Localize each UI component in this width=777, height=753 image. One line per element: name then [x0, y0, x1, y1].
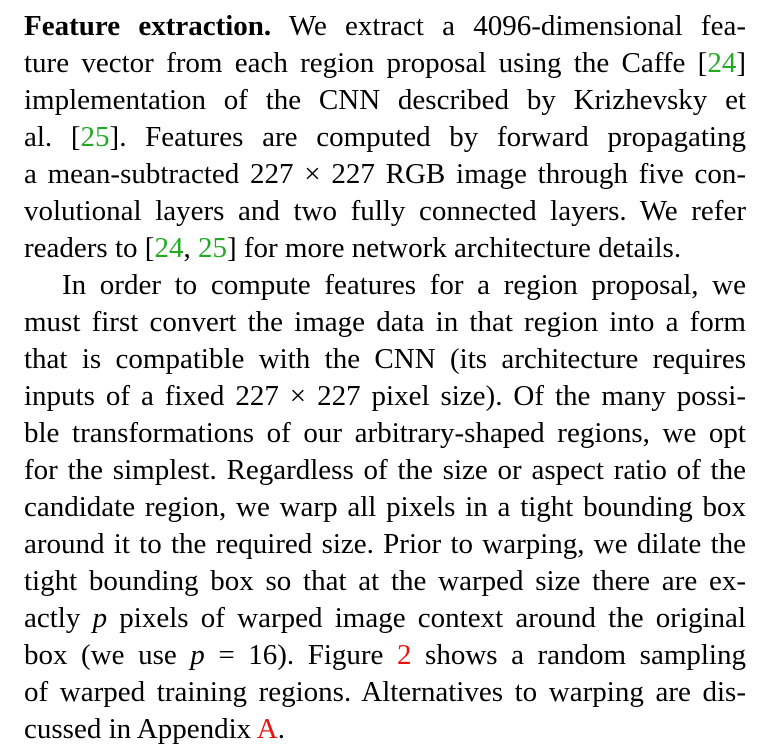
- text-run: actly: [24, 602, 93, 634]
- text-line: for the simplest. Regardless of the size or aspect ratio of the: [24, 454, 746, 486]
- text-line: [24, 637, 746, 673]
- section-heading: Feature extraction.: [24, 10, 272, 42]
- citation-link[interactable]: 24: [707, 47, 737, 79]
- text-run: .: [277, 713, 285, 745]
- text-line: inputs of a fixed 227 × 227 pixel size). Of the many possi-: [24, 380, 746, 412]
- text-run: ] for more network architecture details.: [226, 232, 682, 264]
- text-line: [24, 45, 746, 81]
- text-run: pixels of warped image context around the original: [107, 602, 746, 634]
- text-line: volutional layers and two fully connected layers. We refer: [24, 195, 746, 227]
- text-line: candidate region, we warp all pixels in a tight bounding box: [24, 491, 746, 523]
- citation-link[interactable]: 25: [80, 121, 110, 153]
- text-run: shows a random sampling: [411, 639, 746, 671]
- text-line: tight bounding box so that at the warped size there are ex-: [24, 565, 746, 597]
- text-run: We extract a 4096-dimensional fea-: [288, 10, 746, 42]
- citation-link[interactable]: 24: [154, 232, 184, 264]
- text-run: ]. Features are computed by forward propagating: [109, 121, 746, 153]
- text-line: of warped training regions. Alternatives to warping are dis-: [24, 676, 746, 708]
- text-line: must first convert the image data in that region into a form: [24, 306, 746, 338]
- text-line: ble transformations of our arbitrary-shaped regions, we opt: [24, 417, 746, 449]
- figure-reference-link[interactable]: 2: [396, 639, 412, 671]
- text-run: readers to [: [24, 232, 155, 264]
- text-line: implementation of the CNN described by Krizhevsky et: [24, 84, 746, 116]
- text-line: [24, 230, 746, 266]
- text-line: In order to compute features for a region proposal, we: [62, 269, 746, 301]
- text-line: that is compatible with the CNN (its architecture requires: [24, 343, 746, 375]
- text-line: around it to the required size. Prior to warping, we dilate the: [24, 528, 746, 560]
- text-run: = 16). Figure: [204, 639, 397, 671]
- text-run: ]: [736, 47, 746, 79]
- text-run: ,: [183, 232, 198, 264]
- appendix-reference-link[interactable]: A: [256, 713, 278, 745]
- text-run: cussed in Appendix: [24, 713, 257, 745]
- text-run: ture vector from each region proposal using the Caffe [: [24, 47, 708, 79]
- citation-link[interactable]: 25: [197, 232, 227, 264]
- text-line: [24, 8, 746, 44]
- text-line: [24, 119, 746, 155]
- text-line: [24, 711, 746, 747]
- math-variable: p: [92, 602, 108, 634]
- text-run: box (we use: [24, 639, 191, 671]
- text-line: [24, 600, 746, 636]
- text-line: a mean-subtracted 227 × 227 RGB image through five con-: [24, 158, 746, 190]
- math-variable: p: [190, 639, 205, 671]
- text-run: al. [: [24, 121, 81, 153]
